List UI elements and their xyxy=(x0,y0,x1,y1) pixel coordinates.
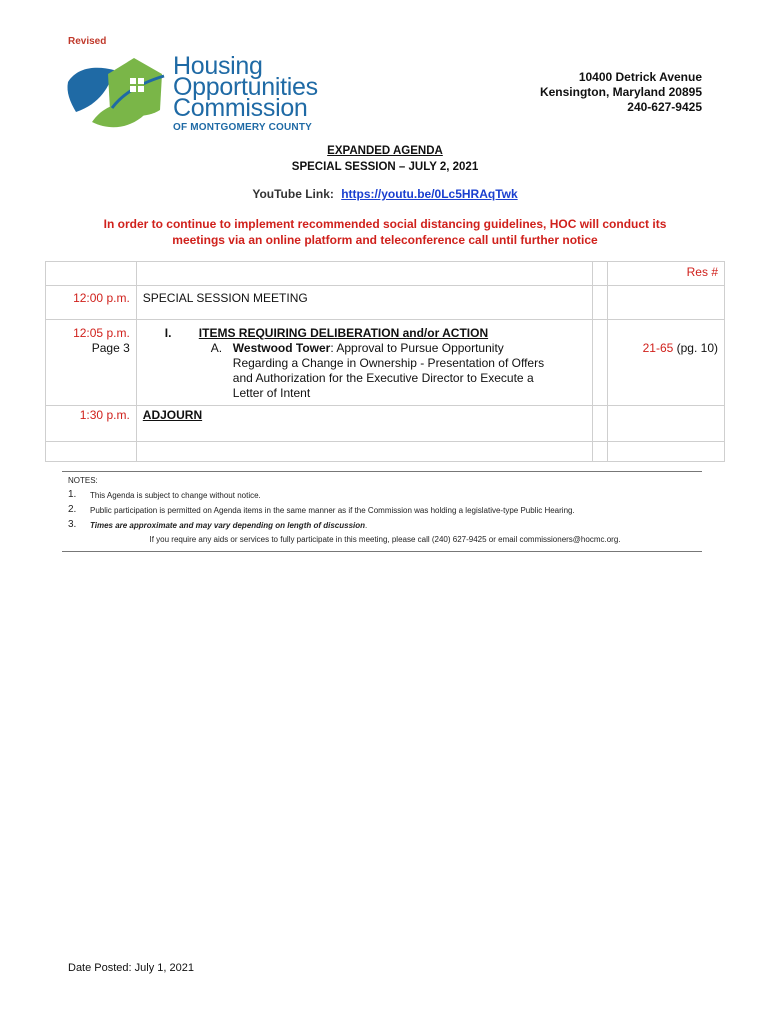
youtube-line xyxy=(0,187,770,201)
address-phone: 240-627-9425 xyxy=(627,100,702,114)
item-roman: I. xyxy=(164,326,172,340)
table-row xyxy=(46,442,725,462)
youtube-link[interactable]: https://youtu.be/0Lc5HRAqTwk xyxy=(341,187,518,201)
res-number: 21-65 xyxy=(642,341,674,355)
row-time: 1:30 p.m. xyxy=(79,408,130,422)
address-city: Kensington, Maryland 20895 xyxy=(539,85,702,99)
sub-item-line-2: Regarding a Change in Ownership - Presentation of Offers xyxy=(232,356,545,370)
agenda-subtitle: SPECIAL SESSION – JULY 2, 2021 xyxy=(291,161,479,173)
notes-heading: NOTES: xyxy=(68,476,98,485)
table-row xyxy=(46,286,725,320)
note-number: 3. xyxy=(68,519,77,530)
notes-section xyxy=(68,476,575,530)
item-block xyxy=(137,320,593,405)
logo-blue-leaf xyxy=(67,68,114,112)
logo-line-housing: Housing xyxy=(173,52,263,80)
revised-label: Revised xyxy=(68,36,107,47)
address-block xyxy=(540,70,702,115)
logo-line-opportunities: Opportunities xyxy=(173,73,318,101)
sub-item-bold: Westwood Tower xyxy=(232,341,331,355)
table-row xyxy=(46,406,725,442)
row-title: ADJOURN xyxy=(142,408,203,422)
row-time: 12:00 p.m. xyxy=(73,291,130,305)
youtube-label: YouTube Link: xyxy=(252,187,334,201)
row-time: 12:05 p.m. xyxy=(73,326,130,340)
note-text: Times are approximate and may vary depending on length of discussion. xyxy=(90,521,368,530)
agenda-table xyxy=(45,261,725,462)
note-item xyxy=(68,489,575,500)
sub-item-letter: A. xyxy=(210,341,223,355)
note-item xyxy=(68,519,575,530)
logo-subtitle: OF MONTGOMERY COUNTY xyxy=(173,122,312,133)
table-row xyxy=(46,320,725,406)
note-item xyxy=(68,504,575,515)
note-text: This Agenda is subject to change without notice. xyxy=(90,491,261,500)
sub-item-line-1: : Approval to Pursue Opportunity xyxy=(330,341,504,355)
agenda-title: EXPANDED AGENDA xyxy=(327,145,443,157)
logo-line-commission: Commission xyxy=(173,94,308,122)
note-number: 1. xyxy=(68,489,77,500)
date-posted: Date Posted: July 1, 2021 xyxy=(68,962,194,974)
sub-item-line-3: and Authorization for the Executive Director to Execute a xyxy=(232,371,534,385)
note-text-emphasis: Times are approximate and may vary depending on length of discussion xyxy=(90,521,366,530)
accessibility-note: If you require any aids or services to fully participate in this meeting, please call (240) 627-9425 or email commissioners@hocmc.org. xyxy=(149,535,621,544)
res-cell xyxy=(608,320,718,355)
notice xyxy=(0,216,770,248)
table-header-row xyxy=(46,262,725,286)
sub-item xyxy=(211,341,593,405)
res-page: (pg. 10) xyxy=(676,341,718,355)
address-street: 10400 Detrick Avenue xyxy=(578,70,702,84)
notes-bottom-rule xyxy=(62,551,702,552)
res-header: Res # xyxy=(686,265,718,279)
row-title: SPECIAL SESSION MEETING xyxy=(142,291,308,305)
row-page: Page 3 xyxy=(91,341,130,355)
notice-line-1: In order to continue to implement recommended social distancing guidelines, HOC will conduct its xyxy=(103,217,667,231)
sub-item-line-4: Letter of Intent xyxy=(232,386,311,400)
note-number: 2. xyxy=(68,504,77,515)
logo-wordmark xyxy=(173,52,318,133)
notes-top-rule xyxy=(62,471,702,472)
note-text: Public participation is permitted on Agenda items in the same manner as if the Commission was holding a legislative-type Public Hearing. xyxy=(90,506,575,515)
notice-line-2: meetings via an online platform and teleconference call until further notice xyxy=(172,233,598,247)
item-heading: ITEMS REQUIRING DELIBERATION and/or ACTION xyxy=(198,326,489,340)
